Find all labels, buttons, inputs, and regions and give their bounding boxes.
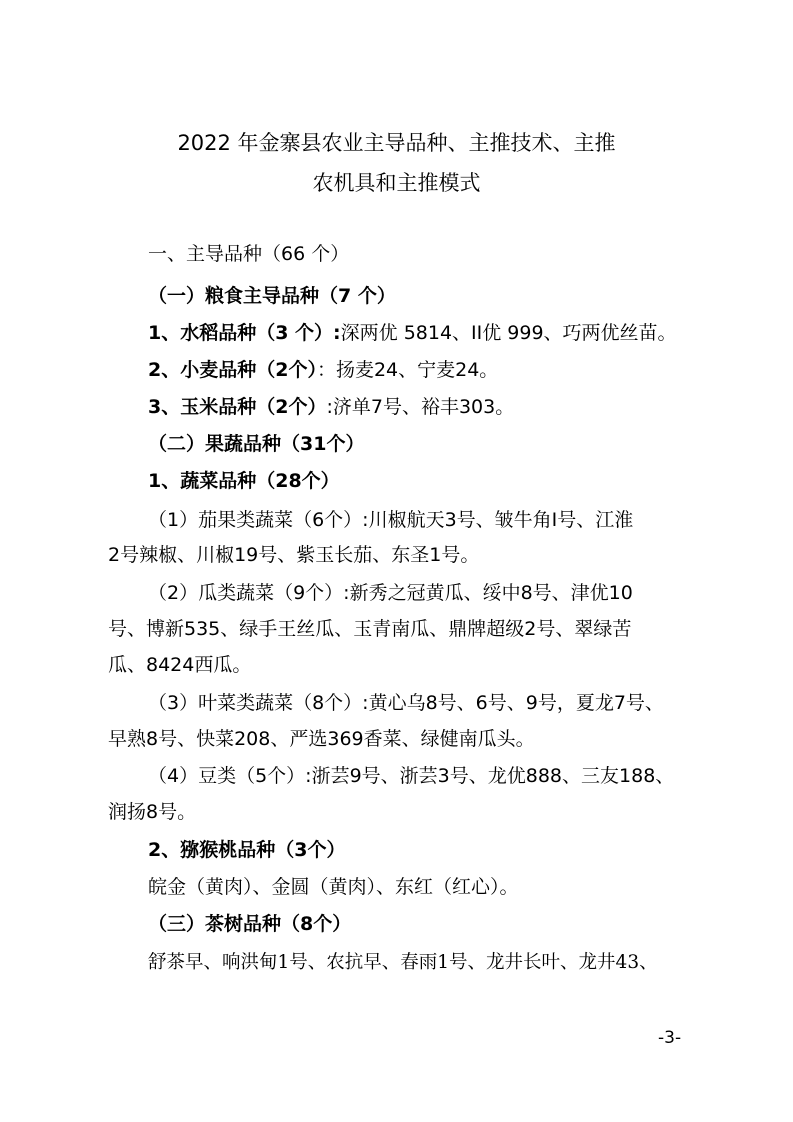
document-title-line-1: 2022 年金寨县农业主导品种、主推技术、主推 — [177, 131, 616, 155]
paragraph-rice — [148, 320, 677, 346]
document-title-line-2: 农机具和主推模式 — [312, 171, 481, 195]
subsection-heading-grain: （一）粮食主导品种（7 个） — [148, 285, 396, 307]
solanaceous-line-1: （1）茄果类蔬菜（6个）:川椒航天3号、皱牛角I号、江淮 — [148, 509, 634, 531]
wheat-varieties: ：扬麦24、宁麦24。 — [316, 359, 499, 381]
paragraph-corn — [148, 394, 514, 420]
rice-varieties: 深两优 5814、II优 999、巧两优丝苗。 — [340, 322, 677, 344]
melon-line-1: （2）瓜类蔬菜（9个）:新秀之冠黄瓜、绥中8号、津优10 — [148, 582, 633, 604]
leafy-line-2: 早熟8号、快菜208、严选369香菜、绿健南瓜头。 — [108, 728, 535, 750]
melon-line-3: 瓜、8424西瓜。 — [108, 654, 252, 676]
tea-varieties-line-1: 舒茶早、响洪甸1号、农抗早、春雨1号、龙井长叶、龙井43、 — [148, 952, 658, 973]
melon-line-2: 号、博新535、绿手王丝瓜、玉青南瓜、鼎牌超级2号、翠绿苦 — [108, 618, 632, 640]
bean-line-2: 润扬8号。 — [108, 801, 197, 823]
rice-label: 1、水稻品种（3 个）: — [148, 322, 341, 344]
paragraph-wheat — [148, 357, 498, 383]
page-number: -3- — [658, 1028, 682, 1048]
subsection-heading-fruit-vegetable: （二）果蔬品种（31个） — [148, 433, 365, 455]
vegetable-varieties-heading: 1、蔬菜品种（28个） — [148, 470, 340, 492]
wheat-label: 2、小麦品种（2个） — [148, 359, 317, 381]
kiwi-varieties-heading: 2、猕猴桃品种（3个） — [148, 839, 346, 861]
corn-label: 3、玉米品种（2个） — [148, 396, 327, 418]
solanaceous-line-2: 2号辣椒、川椒19号、紫玉长茄、东圣1号。 — [108, 544, 480, 566]
subsection-heading-tea: （三）茶树品种（8个） — [148, 913, 352, 935]
leafy-line-1: （3）叶菜类蔬菜（8个）:黄心乌8号、6号、9号，夏龙7号、 — [148, 692, 664, 714]
kiwi-varieties: 皖金（黄肉）、金圆（黄肉）、东红（红心）。 — [148, 876, 519, 898]
corn-varieties: :济单7号、裕丰303。 — [326, 396, 515, 418]
bean-line-1: （4）豆类（5个）:浙芸9号、浙芸3号、龙优888、三友188、 — [148, 765, 675, 787]
section-heading-main-varieties: 一、主导品种（66 个） — [148, 243, 350, 265]
